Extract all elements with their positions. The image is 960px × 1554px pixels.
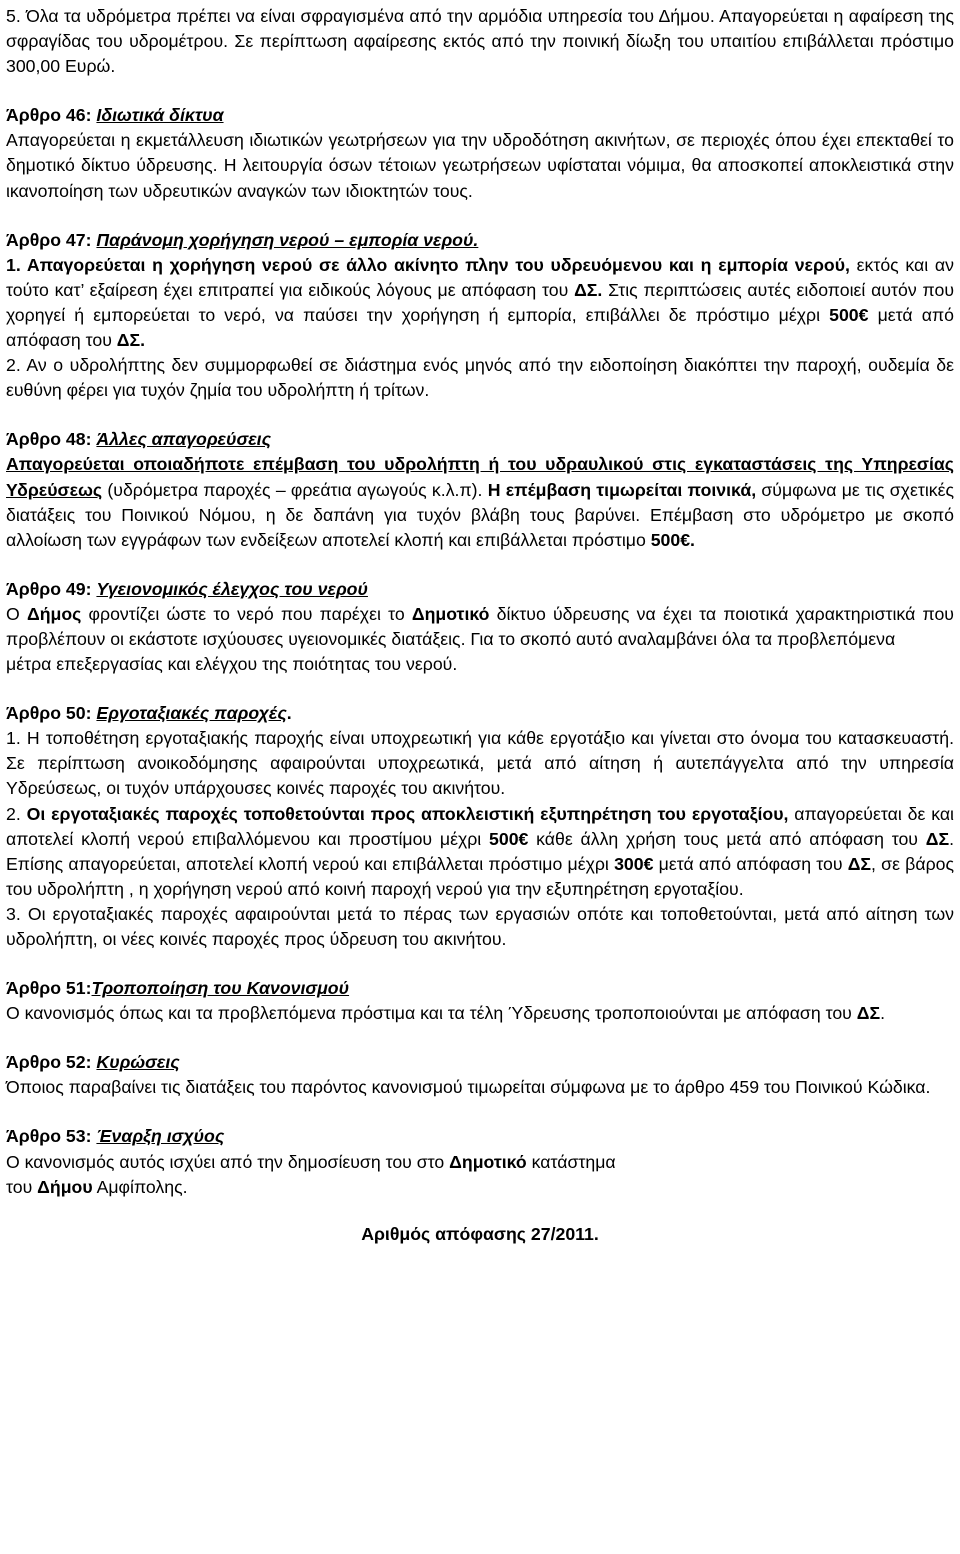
article-52-heading: [6, 1050, 954, 1075]
article-51-title: Τροποποίηση του Κανονισμού: [91, 978, 350, 999]
article-49-heading: [6, 577, 954, 602]
article-50-p2-amount-2: 300€: [614, 853, 654, 874]
article-48-title: Άλλες απαγορεύσεις: [96, 429, 271, 450]
spacer: [6, 553, 954, 577]
article-48-body-amount: 500€.: [650, 529, 695, 550]
article-46-label: Άρθρο 46:: [6, 105, 97, 126]
article-50-p2-bold: Οι εργοταξιακές παροχές τοποθετούνται προς αποκλειστική εξυπηρέτηση του εργοταξίου,: [26, 803, 789, 824]
article-50-heading: [6, 701, 954, 726]
article-47-label: Άρθρο 47:: [6, 229, 97, 250]
article-47-p1-ds-2: ΔΣ.: [116, 330, 146, 351]
article-49-body: [6, 602, 954, 652]
article-53-body-text-b: κατάστημα: [526, 1151, 616, 1172]
article-47-p1-amount: 500€: [829, 304, 869, 325]
article-46-title: Ιδιωτικά δίκτυα: [96, 105, 224, 126]
article-47-p1-text-a: εκτός και αν τούτο κατ’ εξαίρεση έχει επιτραπεί για ειδικούς λόγους με απόφαση του: [6, 254, 954, 300]
article-47-p1-text-c: μετά από απόφαση του: [6, 304, 954, 351]
article-45-paragraph-5: 5. Όλα τα υδρόμετρα πρέπει να είναι σφραγισμένα από την αρμόδια υπηρεσία του Δήμου. Απαγορεύεται η αφαίρεση της σφραγίδας του υδρομέτρου. Σε περίπτωση αφαίρεσης εκτός από την ποινική δίωξη του υπαιτίου επιβάλλεται πρόστιμο 300,00 Ευρώ.: [6, 6, 954, 77]
article-49-body-dimos: Δήμος: [26, 603, 82, 624]
article-51-heading: [6, 976, 954, 1001]
article-52-body: Όποιος παραβαίνει τις διατάξεις του παρόντος κανονισμού τιμωρείται σύμφωνα με το άρθρο 459 του Ποινικού Κώδικα.: [6, 1077, 931, 1098]
article-48-body-text-a: (υδρόμετρα παροχές – φρεάτια αγωγούς κ.λ.π).: [102, 479, 488, 500]
article-50-p2-ds-2: ΔΣ: [847, 853, 872, 874]
article-51-label: Άρθρο 51:: [6, 978, 92, 999]
article-52-label: Άρθρο 52:: [6, 1052, 97, 1073]
article-50-p2-number: 2.: [6, 803, 27, 824]
article-50-title-dot: .: [286, 703, 292, 724]
article-47-p1-text-b: Στις περιπτώσεις αυτές ειδοποιεί αυτόν που χορηγεί ή εμπορεύεται το νερό, να παύσει την χορήγηση ή εμπορία, επιβάλλει δε πρόστιμο μέχρι: [6, 279, 954, 325]
article-50-p2-text-b: κάθε άλλη χρήση τους μετά από απόφαση του: [528, 828, 926, 849]
article-52-title: Κυρώσεις: [96, 1052, 180, 1073]
article-48-body-text-c: σύμφωνα με τις σχετικές διατάξεις του Ποινικού Νόμου, η δε δαπάνη για τυχόν βλάβη τους βαρύνει. Επέμβαση στο υδρόμετρο με σκοπό αλλοίωση των εγγράφων των ενδείξεων αποτελεί κλοπή και επιβάλλεται πρόστιμο: [6, 479, 954, 550]
article-49-label: Άρθρο 49:: [6, 578, 97, 599]
article-53-label: Άρθρο 53:: [6, 1126, 97, 1147]
article-51-body-ds: ΔΣ: [856, 1003, 881, 1024]
spacer: [6, 677, 954, 701]
article-49-body-last-line: μέτρα επεξεργασίας και ελέγχου της ποιότητας του νερού.: [6, 654, 458, 675]
article-49-body-dimotiko: Δημοτικό: [411, 603, 490, 624]
article-47-title: Παράνομη χορήγηση νερού – εμπορία νερού.: [96, 229, 479, 250]
article-47-p1-ds-1: ΔΣ.: [574, 279, 603, 300]
article-53-body-text-a: Ο κανονισμός αυτός ισχύει από την δημοσίευση του στο: [6, 1151, 450, 1172]
article-50-title: Εργοταξιακές παροχές: [96, 703, 287, 724]
article-46-body: Απαγορεύεται η εκμετάλλευση ιδιωτικών γεωτρήσεων για την υδροδότηση ακινήτων, σε περιοχές όπου έχει επεκταθεί το δημοτικό δίκτυο ύδρευσης. Η λειτουργία όσων τέτοιων γεωτρήσεων υφίσταται νόμιμα, θα αποσκοπεί αποκλειστικά στην ικανοποίηση των υδρευτικών αναγκών των ιδιοκτητών τους.: [6, 130, 954, 201]
article-50-paragraph-2: [6, 802, 954, 902]
spacer: [6, 1100, 954, 1124]
article-53-title: Έναρξη ισχύος: [96, 1126, 225, 1147]
article-50-label: Άρθρο 50:: [6, 703, 97, 724]
article-50-paragraph-1: 1. Η τοποθέτηση εργοταξιακής παροχής είναι υποχρεωτική για κάθε εργοτάξιο και γίνεται στο όνομα του κατασκευαστή. Σε περίπτωση ανοικοδόμησης αφαιρούνται υποχρεωτικά, μετά από αίτηση ή αυτεπάγγελτα από την υπηρεσία Υδρεύσεως, οι τυχόν υπάρχουσες κοινές παροχές του ακινήτου.: [6, 728, 954, 799]
article-49-body-text-c: δίκτυο ύδρευσης να έχει τα ποιοτικά χαρακτηριστικά που προβλέπουν οι εκάστοτε ισχύουσες υγειονομικές διατάξεις. Για το σκοπό αυτό αναλαμβάνει όλα τα προβλεπόμενα: [6, 603, 954, 649]
article-53-body-text-d: Αμφίπολης.: [92, 1176, 188, 1197]
article-48-label: Άρθρο 48:: [6, 429, 97, 450]
article-50-p2-text-e: , σε βάρος του υδρολήπτη , η χορήγηση νερού από κοινή παροχή νερού για την εξυπηρέτηση εργοταξίου.: [6, 853, 954, 899]
article-51-body: [6, 1001, 954, 1026]
spacer: [6, 403, 954, 427]
article-46-heading: [6, 103, 954, 128]
article-50-p2-ds-1: ΔΣ: [925, 828, 950, 849]
article-49-body-text-b: φροντίζει ώστε το νερό που παρέχει το: [81, 603, 412, 624]
article-47-heading: [6, 228, 954, 253]
article-50-paragraph-3: 3. Οι εργοταξιακές παροχές αφαιρούνται μετά το πέρας των εργασιών οπότε και τοποθετούνται, μετά από αίτηση των υδρολήπτη, οι νέες κοινές παροχές προς ύδρευση του ακινήτου.: [6, 903, 954, 949]
spacer: [6, 79, 954, 103]
article-51-body-text-b: .: [880, 1003, 886, 1024]
article-47-p1-bold: 1. Απαγορεύεται η χορήγηση νερού σε άλλο ακίνητο πλην του υδρευόμενου και η εμπορία νερού,: [6, 254, 850, 275]
article-53-body-dimotiko: Δημοτικό: [449, 1151, 527, 1172]
article-53-body-text-c: του: [6, 1176, 38, 1197]
article-53-body-line-2: [6, 1175, 954, 1200]
article-50-p2-amount-1: 500€: [489, 828, 529, 849]
decision-number-footer: Αριθμός απόφασης 27/2011.: [361, 1223, 599, 1244]
article-53-body-line-1: [6, 1150, 954, 1175]
article-49-body-text-a: Ο: [6, 603, 27, 624]
article-50-p2-text-a: απαγορεύεται δε και αποτελεί κλοπή νερού επιβαλλόμενου και προστίμου μέχρι: [6, 803, 954, 849]
article-48-body-bold: Η επέμβαση τιμωρείται ποινικά,: [487, 479, 757, 500]
article-47-paragraph-1: [6, 253, 954, 353]
article-51-body-text-a: Ο κανονισμός όπως και τα προβλεπόμενα πρόστιμα και τα τέλη Ύδρευσης τροποποιούνται με απόφαση του: [6, 1003, 857, 1024]
article-48-heading: [6, 427, 954, 452]
spacer: [6, 1026, 954, 1050]
article-53-heading: [6, 1124, 954, 1149]
article-48-body: [6, 452, 954, 552]
article-50-p2-text-c: . Επίσης απαγορεύεται, αποτελεί κλοπή νερού και επιβάλλεται πρόστιμο μέχρι: [6, 828, 954, 874]
article-50-p2-text-d: μετά από απόφαση του: [653, 853, 848, 874]
article-49-title: Υγειονομικός έλεγχος του νερού: [96, 578, 368, 599]
spacer: [6, 952, 954, 976]
article-47-paragraph-2: 2. Αν ο υδρολήπτης δεν συμμορφωθεί σε διάστημα ενός μηνός από την ειδοποίηση διακόπτει την παροχή, ουδεμία δε ευθύνη φέρει για τυχόν ζημία του υδρολήπτη ή τρίτων.: [6, 355, 954, 401]
spacer: [6, 204, 954, 228]
article-53-body-dimou: Δήμου: [37, 1176, 93, 1197]
article-48-body-bold-underlined: Απαγορεύεται οποιαδήποτε επέμβαση του υδρολήπτη ή του υδραυλικού στις εγκαταστάσεις της Υπηρεσίας Υδρεύσεως: [6, 454, 954, 500]
